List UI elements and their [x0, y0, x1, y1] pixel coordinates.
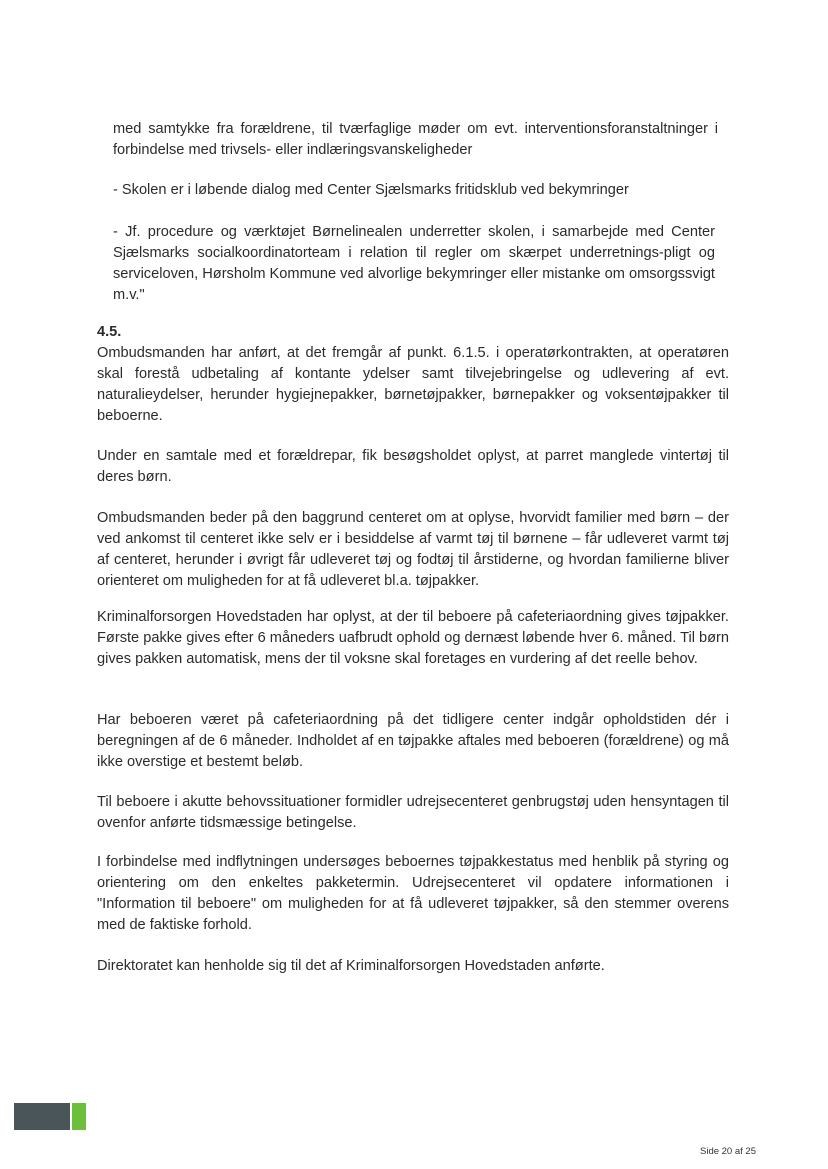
quote-paragraph-2: - Skolen er i løbende dialog med Center Sjælsmarks fritidsklub ved bekymringer: [113, 182, 629, 198]
body-paragraph: Direktoratet kan henholde sig til det af Kriminalforsorgen Hovedstaden anførte.: [97, 958, 605, 974]
quote-paragraph-1: med samtykke fra forældrene, til tværfaglige møder om evt. interventionsforanstaltninger i forbindelse med trivsels- eller indlæringsvanskeligheder: [113, 121, 718, 158]
footer-logo-bar-green: [72, 1103, 86, 1130]
body-paragraph: Til beboere i akutte behovssituationer formidler udrejsecenteret genbrugstøj uden hensyntagen til ovenfor anførte tidsmæssige betingelse.: [97, 794, 729, 831]
body-paragraph: Har beboeren været på cafeteriaordning på det tidligere center indgår opholdstiden dér i beregningen af de 6 måneder. Indholdet af en tøjpakke aftales med beboeren (forældrene) og må ikke overstige et bestemt beløb.: [97, 712, 729, 770]
section-heading: 4.5.: [97, 324, 122, 340]
body-paragraph: Under en samtale med et forældrepar, fik besøgsholdet oplyst, at parret manglede vintertøj til deres børn.: [97, 448, 729, 485]
page-number: Side 20 af 25: [700, 1146, 756, 1157]
body-paragraph: Ombudsmanden beder på den baggrund centeret om at oplyse, hvorvidt familier med børn – der ved ankomst til centeret ikke selv er i besiddelse af varmt tøj til børnene – får udleveret varmt tøj af centeret, herunder i øvrigt får udleveret tøj og fodtøj til årstiderne, og hvordan familierne bliver orienteret om muligheden for at få udleveret bl.a. tøjpakker.: [97, 510, 729, 589]
body-paragraph: Ombudsmanden har anført, at det fremgår af punkt. 6.1.5. i operatørkontrakten, at operatøren skal forestå udbetaling af kontante ydelser samt tilvejebringelse og udlevering af evt. naturalieydelser, herunder hygiejnepakker, børnetøjpakker, børnepakker og voksentøjpakker til beboerne.: [97, 345, 729, 424]
body-paragraph: I forbindelse med indflytningen undersøges beboernes tøjpakkestatus med henblik på styring og orientering om den enkeltes pakketermin. Udrejsecenteret vil opdatere informationen i "Information til beboere" om muligheden for at få udleveret tøjpakker, så den stemmer overens med de faktiske forhold.: [97, 854, 729, 933]
footer-logo-bar-dark: [14, 1103, 70, 1130]
body-paragraph: Kriminalforsorgen Hovedstaden har oplyst, at der til beboere på cafeteriaordning gives tøjpakker. Første pakke gives efter 6 måneders uafbrudt ophold og dernæst løbende hver 6. måned. Til børn gives pakken automatisk, mens der til voksne skal foretages en vurdering af det reelle behov.: [97, 609, 729, 667]
quote-paragraph-3: - Jf. procedure og værktøjet Børnelinealen underretter skolen, i samarbejde med Center Sjælsmarks socialkoordinatorteam i relation til regler om skærpet underretnings-pligt og serviceloven, Hørsholm Kommune ved alvorlige bekymringer eller mistanke om omsorgssvigt m.v.": [113, 224, 715, 303]
